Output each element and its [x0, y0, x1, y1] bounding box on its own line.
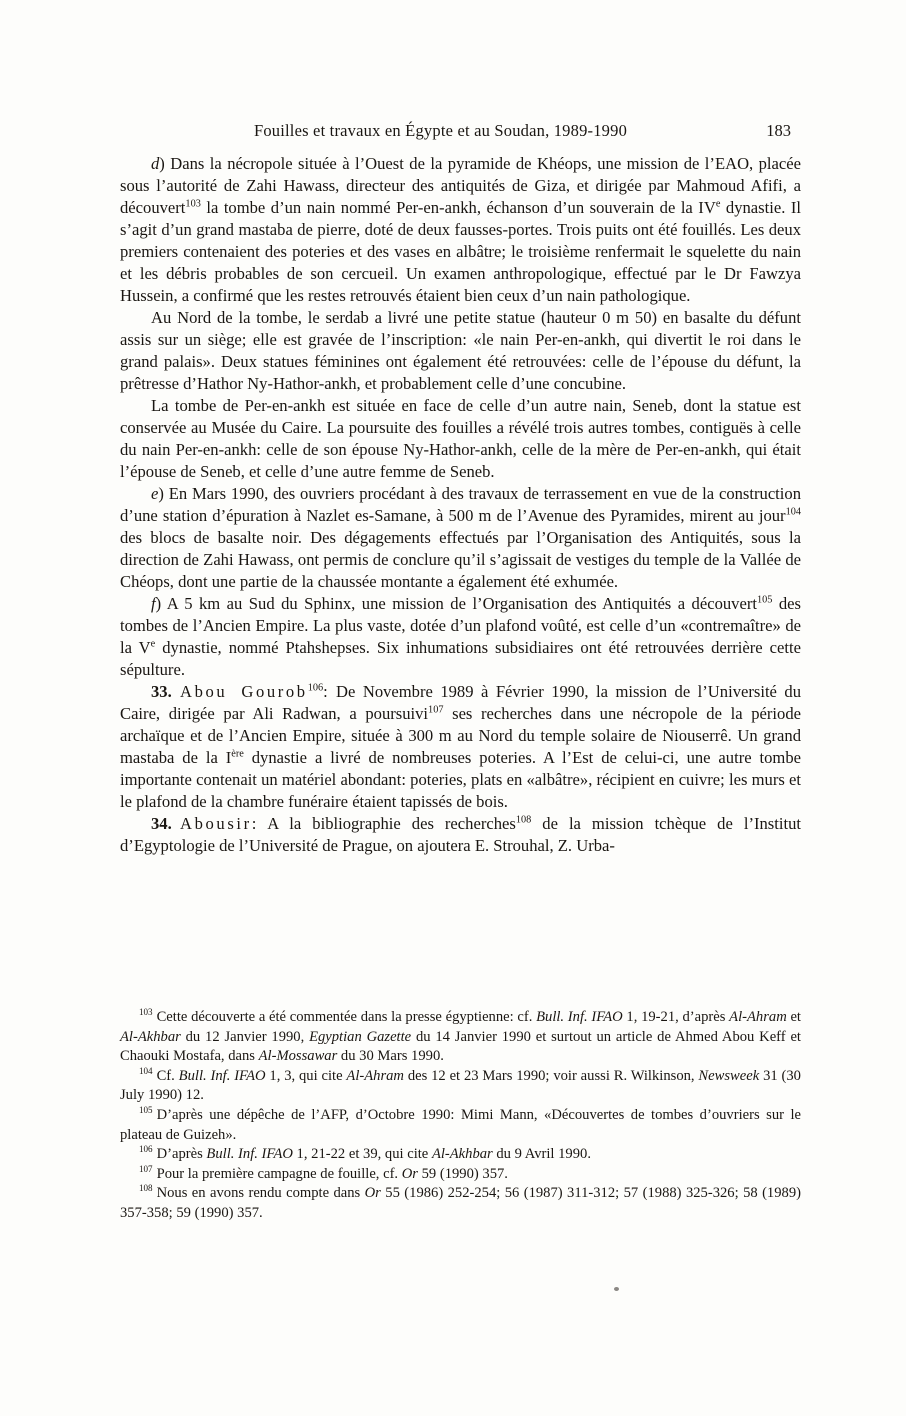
- text-segment: Abou Gourob: [180, 682, 308, 701]
- paragraph-section-f: [120, 593, 801, 681]
- text-segment: 1, 3, qui cite: [265, 1067, 347, 1084]
- text-segment: f: [151, 594, 156, 613]
- text-segment: Newsweek: [698, 1067, 760, 1084]
- footnote-reference: 104: [785, 506, 801, 518]
- text-segment: Al-Mossawar: [258, 1048, 338, 1065]
- text-segment: du 12 Janvier 1990,: [180, 1028, 310, 1045]
- footnote-106: [120, 1145, 801, 1165]
- text-segment: du 14 Janvier 1990 et surtout un article de Ahmed Abou Keff et Chaouki Mostafa, dans: [120, 1028, 801, 1065]
- text-segment: Al-Ahram: [729, 1009, 787, 1025]
- footnote-108: [120, 1184, 801, 1223]
- text-segment: e: [151, 484, 159, 503]
- text-segment: 33.: [151, 682, 172, 701]
- footnote-reference: 108: [515, 814, 532, 826]
- footnote-marker: 106: [139, 1144, 153, 1155]
- body-text: [120, 153, 801, 857]
- text-segment: Al-Ahram: [346, 1067, 404, 1084]
- text-segment: dynastie a livré de nombreuses poteries. A l’Est de celui-ci, une autre tombe importante contenait un matériel abondant: poteries, plats en «albâtre», récipient en cuivre; les murs et le plafond de la chambre funéraire étaient tapissés de bois.: [120, 748, 801, 811]
- footnotes: [120, 1008, 801, 1224]
- text-segment: dynastie. Il s’agit d’un grand mastaba de pierre, doté de deux fausses-portes. Trois puits ont été fouillés. Les deux premiers contenaient des poteries et des vases en albâtre; le troisième renfermait le squelette du nain et les débris probables de son cercueil. Un examen anthropologique, effectué par le Dr Fawzya Hussein, a confirmé que les restes retrouvés étaient bien ceux d’un nain pathologique.: [120, 198, 801, 305]
- text-segment: 31 (30 July 1990) 12.: [120, 1067, 801, 1104]
- paragraph-serdab-statue: [120, 307, 801, 395]
- text-segment: Al-Akhbar: [120, 1028, 181, 1045]
- paragraph-section-33-abou-gourob: [120, 681, 801, 813]
- footnote-107: [120, 1165, 801, 1185]
- text-segment: Bull. Inf. IFAO: [536, 1009, 623, 1025]
- footnote-reference: 107: [428, 704, 444, 716]
- running-title: Fouilles et travaux en Égypte et au Soudan, 1989-1990: [253, 121, 628, 140]
- footnote-reference: 106: [307, 682, 324, 694]
- text-segment: D’après une dépêche de l’AFP, d’Octobre 1990: Mimi Mann, «Découvertes de tombes d’ouvriers sur le plateau de Guizeh».: [120, 1106, 801, 1143]
- footnote-marker: 108: [139, 1183, 153, 1194]
- text-segment: dynastie, nommé Ptahshepses. Six inhumations subsidiaires ont été retrouvées derrière cette sépulture.: [120, 638, 801, 679]
- text-segment: La tombe de Per-en-ankh est située en face de celle d’un autre nain, Seneb, dont la statue est conservée au Musée du Caire. La poursuite des fouilles a révélé trois autres tombes, contiguës à celle du nain Per-en-ankh: celle de son épouse Ny-Hathor-ankh, celle de la mère de Per-en-ankh, qui était l’épouse de Seneb, et celle d’une autre femme de Seneb.: [120, 396, 801, 481]
- text-segment: Cette découverte a été commentée dans la presse égyptienne: cf.: [156, 1009, 537, 1025]
- text-segment: ) A 5 km au Sud du Sphinx, une mission de l’Organisation des Antiquités a découvert: [155, 594, 757, 613]
- scan-artifact-speck: [614, 1287, 619, 1291]
- text-segment: Bull. Inf. IFAO: [206, 1146, 293, 1163]
- page-header: [120, 121, 801, 141]
- paragraph-section-e: [120, 483, 801, 593]
- text-segment: [172, 814, 180, 833]
- text-segment: du 30 Mars 1990.: [337, 1048, 444, 1065]
- page-number: 183: [766, 121, 791, 140]
- footnote-marker: 103: [139, 1007, 153, 1018]
- text-segment: [172, 682, 180, 701]
- paragraph-section-34-abousir: [120, 813, 801, 857]
- text-segment: Bull. Inf. IFAO: [178, 1067, 266, 1084]
- text-segment: : De Novembre 1989 à Février 1990, la mission de l’Université du Caire, dirigée par Ali Radwan, a poursuivi: [120, 682, 801, 723]
- footnote-reference: 105: [756, 594, 773, 606]
- text-segment: ) Dans la nécropole située à l’Ouest de la pyramide de Khéops, une mission de l’EAO, placée sous l’autorité de Zahi Hawass, directeur des antiquités de Giza, et dirigée par Mahmoud Afifi, a découvert: [120, 154, 801, 217]
- paragraph-section-d: [120, 153, 801, 307]
- text-segment: d: [151, 154, 160, 173]
- text-segment: des 12 et 23 Mars 1990; voir aussi R. Wilkinson,: [403, 1067, 699, 1084]
- text-segment: des blocs de basalte noir. Des dégagements effectués par l’Organisation des Antiquités, sous la direction de Zahi Hawass, ont permis de conclure qu’il s’agissait de vestiges du temple de la Vallée de Chéops, dont une partie de la chaussée montante a également été exhumée.: [120, 528, 801, 591]
- footnote-105: [120, 1106, 801, 1145]
- text-segment: 1, 21-22 et 39, qui cite: [292, 1146, 432, 1163]
- text-segment: A la bibliographie des recherches: [258, 814, 516, 833]
- text-segment: 34.: [151, 814, 172, 833]
- text-segment: 59 (1990) 357.: [417, 1165, 508, 1182]
- footnote-reference: 103: [185, 198, 201, 210]
- text-segment: ses recherches dans une nécropole de la période archaïque et de l’Ancien Empire, située à 300 m au Nord du temple solaire de Niouserrê. Un grand mastaba de la I: [120, 704, 801, 767]
- footnote-104: [120, 1067, 801, 1106]
- footnote-reference: ère: [231, 748, 244, 760]
- text-segment: Abousir:: [180, 814, 259, 833]
- footnote-reference: e: [715, 198, 721, 210]
- text-segment: la tombe d’un nain nommé Per-en-ankh, échanson d’un souverain de la IV: [200, 198, 716, 217]
- text-segment: 1, 19-21, d’après: [622, 1009, 730, 1025]
- text-segment: ) En Mars 1990, des ouvriers procédant à des travaux de terrassement en vue de la construction d’une station d’épuration à Nazlet es-Samane, à 500 m de l’Avenue des Pyramides, mirent au jour: [120, 484, 801, 525]
- text-segment: des tombes de l’Ancien Empire. La plus vaste, dotée d’un plafond voûté, est celle d’un «contremaître» de la V: [120, 594, 801, 657]
- text-segment: Al-Akhbar: [431, 1146, 493, 1163]
- footnote-103: [120, 1008, 801, 1067]
- text-segment: Au Nord de la tombe, le serdab a livré une petite statue (hauteur 0 m 50) en basalte du défunt assis sur un siège; elle est gravée de l’inscription: «le nain Per-en-ankh, qui divertit le roi dans le grand palais». Deux statues féminines ont également été retrouvées: celle de l’épouse du défunt, la prêtresse d’Hathor Ny-Hathor-ankh, et probablement celle d’une concubine.: [120, 308, 801, 393]
- text-segment: D’après: [156, 1146, 207, 1163]
- footnote-marker: 107: [139, 1163, 153, 1174]
- text-segment: 55 (1986) 252-254; 56 (1987) 311-312; 57 (1988) 325-326; 58 (1989) 357-358; 59 (1990) 357.: [120, 1185, 801, 1221]
- footnote-marker: 104: [139, 1065, 153, 1076]
- text-segment: Nous en avons rendu compte dans: [156, 1185, 365, 1202]
- text-segment: Pour la première campagne de fouille, cf.: [156, 1165, 402, 1182]
- text-segment: Or: [401, 1165, 418, 1182]
- footnote-reference: e: [150, 638, 156, 650]
- text-segment: Or: [364, 1185, 381, 1202]
- text-segment: Cf.: [156, 1067, 179, 1084]
- text-segment: du 9 Avril 1990.: [492, 1146, 591, 1163]
- footnote-marker: 105: [139, 1105, 153, 1116]
- text-segment: Egyptian Gazette: [309, 1028, 412, 1045]
- text-segment: et: [786, 1009, 801, 1025]
- paragraph-tombe-seneb: [120, 395, 801, 483]
- text-segment: de la mission tchèque de l’Institut d’Egyptologie de l’Université de Prague, on ajoutera E. Strouhal, Z. Urba-: [120, 814, 801, 855]
